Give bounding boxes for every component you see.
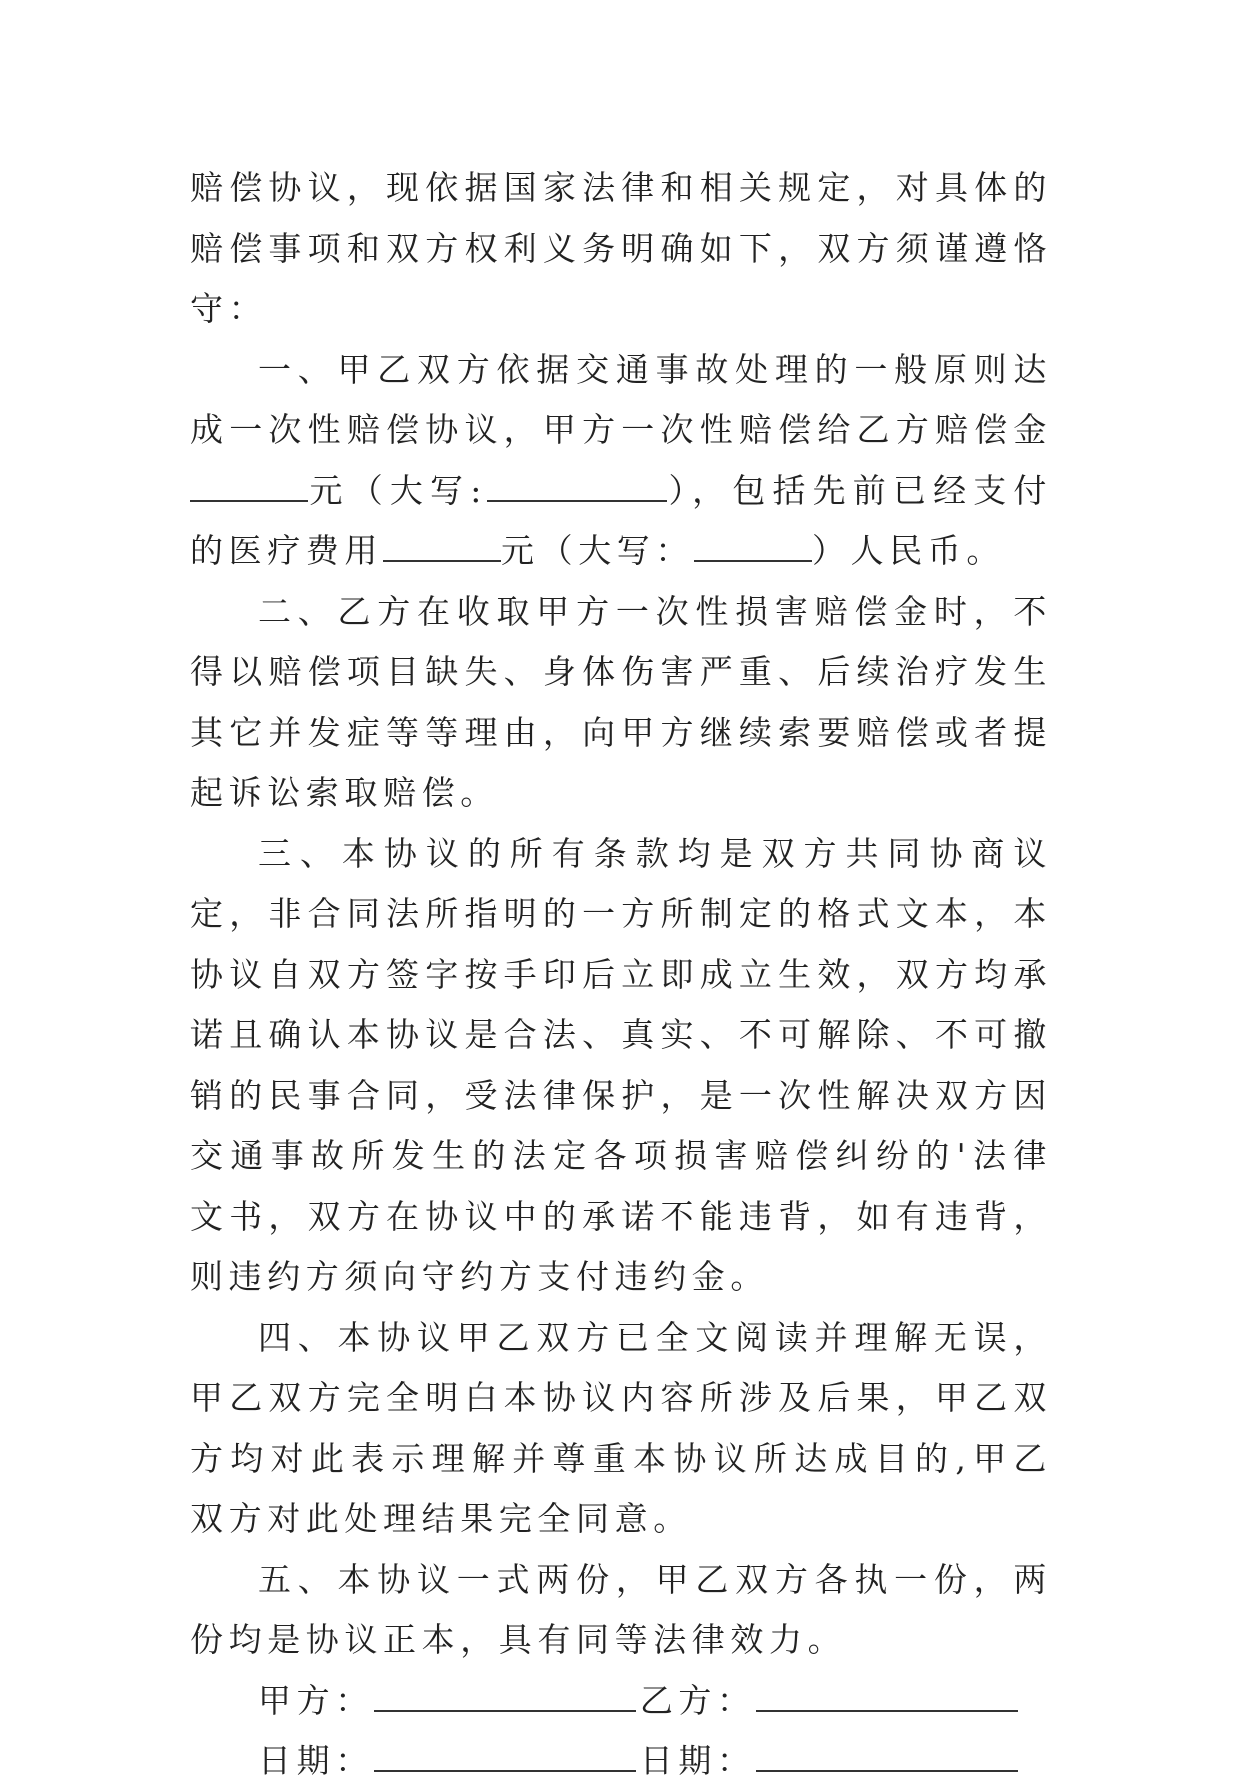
fill-in-blank [383,530,501,562]
paragraph-text: 赔偿协议，现依据国家法律和相关规定，对具体的赔偿事项和双方权利义务明确如下，双方须谨遵恪守： [190,168,1052,328]
signature-row-party [258,1671,1052,1732]
agreement-paragraph [190,1308,1052,1550]
party-a-label: 甲方： [258,1680,374,1720]
agreement-paragraph [190,582,1052,824]
paragraph-text: 一、甲乙双方依据交通事故处理的一般原则达成一次性赔偿协议，甲方一次性赔偿给乙方赔偿金 [190,349,1052,449]
paragraph-text: 元（大写： [501,531,694,570]
party-b-date-label: 日期： [639,1741,756,1780]
agreement-body [190,158,1052,1671]
agreement-paragraph [190,158,1052,340]
party-b-signature-line [756,1680,1018,1712]
party-a-date-line [374,1740,636,1772]
signature-row-date [258,1731,1052,1792]
party-b-date-line [756,1740,1018,1772]
paragraph-text: ），包括先前已经支付的医疗费用 [190,470,1053,570]
paragraph-text: 二、乙方在收取甲方一次性损害赔偿金时，不得以赔偿项目缺失、身体伤害严重、后续治疗发生其它并发症等等理由，向甲方继续索要赔偿或者提起诉讼索取赔偿。 [190,591,1052,812]
agreement-paragraph [190,1550,1052,1671]
party-a-signature-line [374,1680,636,1712]
document-page [190,158,1052,1792]
paragraph-text: 三、本协议的所有条款均是双方共同协商议定，非合同法所指明的一方所制定的格式文本，本协议自双方签字按手印后立即成立生效，双方均承诺且确认本协议是合法、真实、不可解除、不可撤销的民事合同，受法律保护，是一次性解决双方因交通事故所发生的法定各项损害赔偿纠纷的'法律文书，双方在协议中的承诺不能违背，如有违背，则违约方须向守约方支付违约金。 [190,833,1052,1296]
paragraph-text: 元（大写: [308,470,487,510]
party-b-label: 乙方： [639,1680,756,1720]
paragraph-text: 四、本协议甲乙双方已全文阅读并理解无误，甲乙双方完全明白本协议内容所涉及后果，甲乙双方均对此表示理解并尊重本协议所达成目的,甲乙双方对此处理结果完全同意。 [190,1317,1052,1538]
party-a-date-label: 日期： [258,1741,374,1780]
paragraph-text: ）人民币。 [812,531,1005,570]
fill-in-blank [487,470,667,502]
fill-in-blank [190,470,308,502]
fill-in-blank [694,530,812,562]
paragraph-text: 五、本协议一式两份，甲乙双方各执一份，两份均是协议正本，具有同等法律效力。 [190,1559,1052,1659]
agreement-paragraph [190,824,1052,1308]
agreement-paragraph [190,340,1052,582]
